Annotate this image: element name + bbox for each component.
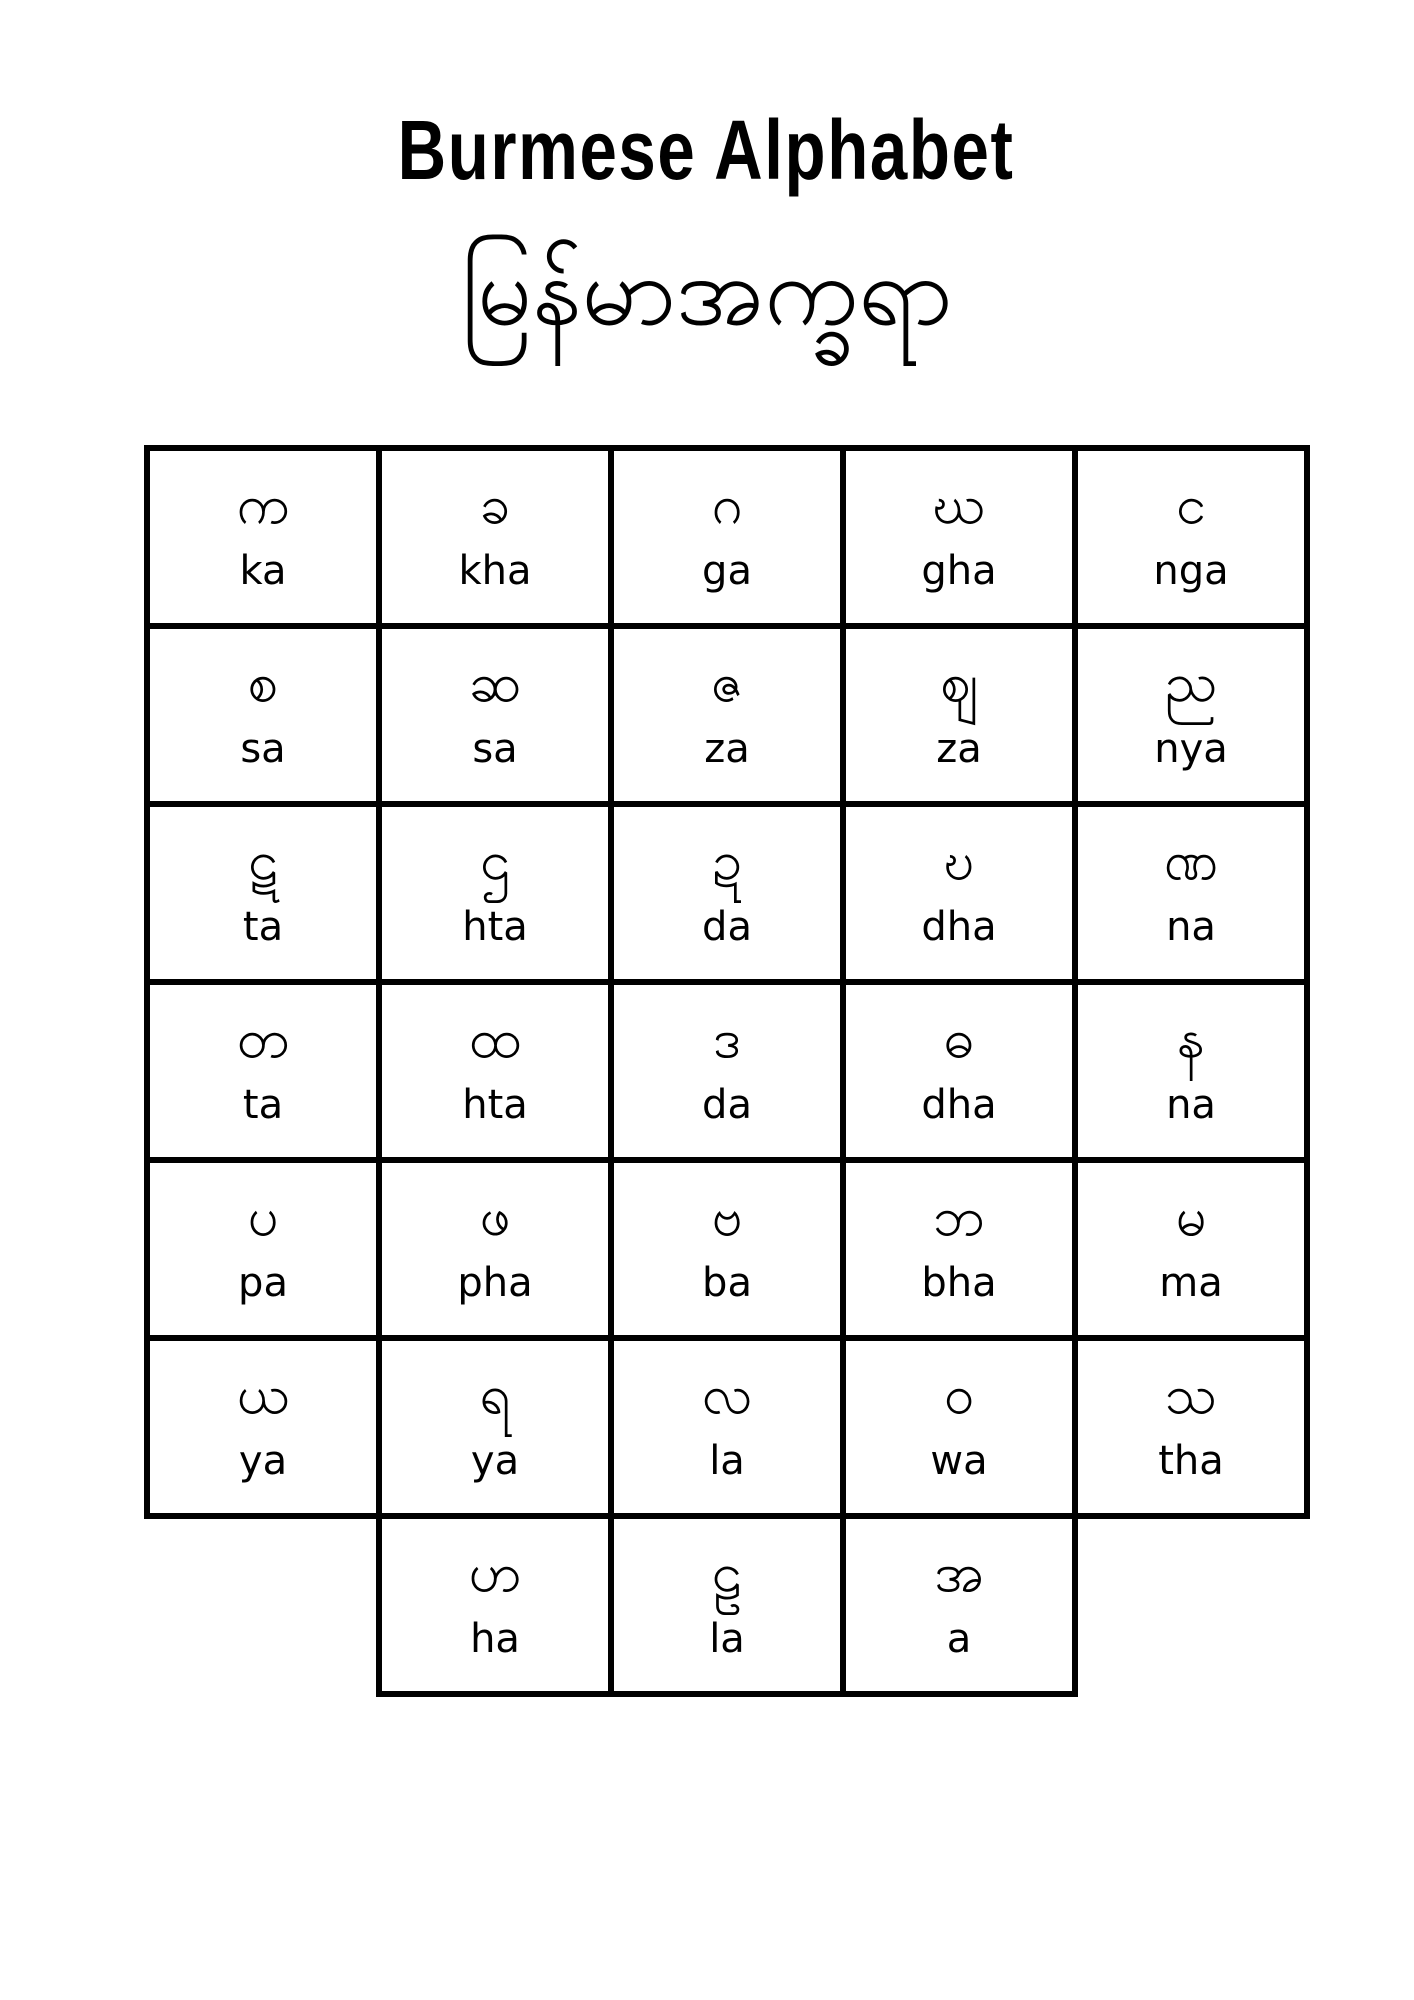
letter-romanization: za	[704, 726, 750, 772]
letter-cell	[608, 1513, 846, 1697]
letter-cell	[376, 1335, 614, 1519]
letter-romanization: ta	[242, 904, 284, 950]
letter-romanization: a	[946, 1616, 972, 1662]
letter-romanization: la	[709, 1616, 745, 1662]
letter-cell	[608, 979, 846, 1163]
letter-glyph: က	[236, 473, 290, 536]
letter-romanization: sa	[472, 726, 518, 772]
letter-romanization: bha	[921, 1260, 997, 1306]
letter-cell	[840, 979, 1078, 1163]
letter-cell	[376, 445, 614, 629]
letter-glyph: ဘ	[933, 1185, 985, 1248]
letter-glyph: ဝ	[943, 1363, 975, 1426]
letter-cell	[1072, 623, 1310, 807]
page-title: Burmese Alphabet	[397, 103, 1015, 197]
letter-glyph: ဎ	[943, 829, 975, 892]
letter-romanization: ta	[242, 1082, 284, 1128]
letter-glyph: ဓ	[943, 1007, 975, 1070]
letter-romanization: ba	[702, 1260, 752, 1306]
letter-cell	[608, 1335, 846, 1519]
letter-glyph: ဂ	[711, 473, 743, 536]
letter-glyph: ဗ	[711, 1185, 743, 1248]
letter-romanization: gha	[921, 548, 997, 594]
letter-glyph: ရ	[479, 1363, 511, 1426]
letter-glyph: ဖ	[479, 1185, 511, 1248]
letter-glyph: ဍ	[712, 829, 742, 892]
letter-cell	[1072, 1157, 1310, 1341]
letter-glyph: ဠ	[711, 1541, 743, 1604]
letter-cell	[608, 801, 846, 985]
letter-romanization: nga	[1153, 548, 1229, 594]
letter-romanization: dha	[921, 904, 997, 950]
letter-cell	[144, 623, 382, 807]
letter-cell	[1072, 1335, 1310, 1519]
letter-cell	[376, 1513, 614, 1697]
letter-cell	[144, 1335, 382, 1519]
letter-glyph: ဆ	[468, 651, 522, 714]
letter-cell	[144, 979, 382, 1163]
letter-romanization: ga	[702, 548, 752, 594]
page-subtitle-burmese: မြန်မာအက္ခရာ	[461, 235, 953, 347]
letter-cell	[608, 623, 846, 807]
letter-romanization: hta	[462, 904, 528, 950]
letter-romanization: za	[936, 726, 982, 772]
letter-cell	[840, 1513, 1078, 1697]
letter-romanization: kha	[458, 548, 532, 594]
letter-romanization: ka	[239, 548, 287, 594]
letter-glyph: န	[1177, 1007, 1205, 1070]
letter-glyph: ဌ	[480, 829, 510, 892]
letter-cell	[1072, 979, 1310, 1163]
letter-glyph: စ	[247, 651, 279, 714]
letter-romanization: na	[1166, 1082, 1216, 1128]
letter-romanization: hta	[462, 1082, 528, 1128]
letter-romanization: pha	[457, 1260, 533, 1306]
letter-glyph: ဈ	[939, 651, 979, 714]
letter-cell	[840, 1335, 1078, 1519]
letter-glyph: ဏ	[1163, 829, 1219, 892]
letter-cell	[376, 801, 614, 985]
letter-glyph: ဋ	[248, 829, 278, 892]
letter-glyph: တ	[236, 1007, 290, 1070]
letter-romanization: la	[709, 1438, 745, 1484]
letter-cell	[840, 623, 1078, 807]
letter-romanization: wa	[930, 1438, 988, 1484]
letter-cell	[840, 445, 1078, 629]
letter-glyph: ဒ	[712, 1007, 742, 1070]
letter-romanization: ha	[470, 1616, 520, 1662]
letter-glyph: ည	[1164, 651, 1218, 714]
letter-romanization: ya	[470, 1438, 520, 1484]
letter-glyph: ဃ	[932, 473, 986, 536]
letter-romanization: sa	[240, 726, 286, 772]
letter-romanization: da	[702, 904, 752, 950]
letter-cell	[376, 623, 614, 807]
letter-romanization: dha	[921, 1082, 997, 1128]
letter-glyph: ယ	[236, 1363, 290, 1426]
letter-glyph: ထ	[468, 1007, 522, 1070]
letter-glyph: အ	[934, 1541, 984, 1604]
letter-glyph: င	[1176, 473, 1206, 536]
letter-cell	[144, 801, 382, 985]
letter-romanization: na	[1166, 904, 1216, 950]
letter-romanization: tha	[1158, 1438, 1224, 1484]
letter-cell	[144, 1157, 382, 1341]
letter-romanization: nya	[1154, 726, 1228, 772]
letter-glyph: ဟ	[468, 1541, 522, 1604]
letter-cell	[1072, 801, 1310, 985]
letter-glyph: ခ	[479, 473, 511, 536]
letter-cell	[608, 445, 846, 629]
letter-glyph: ဇ	[710, 651, 744, 714]
letter-romanization: da	[702, 1082, 752, 1128]
letter-glyph: မ	[1175, 1185, 1207, 1248]
letter-cell	[840, 1157, 1078, 1341]
letter-cell	[376, 1157, 614, 1341]
letter-glyph: လ	[701, 1363, 753, 1426]
letter-romanization: ma	[1159, 1260, 1223, 1306]
letter-romanization: pa	[238, 1260, 288, 1306]
letter-glyph: သ	[1164, 1363, 1218, 1426]
letter-cell	[840, 801, 1078, 985]
letter-cell	[144, 445, 382, 629]
letter-cell	[608, 1157, 846, 1341]
letter-glyph: ပ	[247, 1185, 279, 1248]
letter-cell	[1072, 445, 1310, 629]
letter-cell	[376, 979, 614, 1163]
letter-romanization: ya	[238, 1438, 288, 1484]
